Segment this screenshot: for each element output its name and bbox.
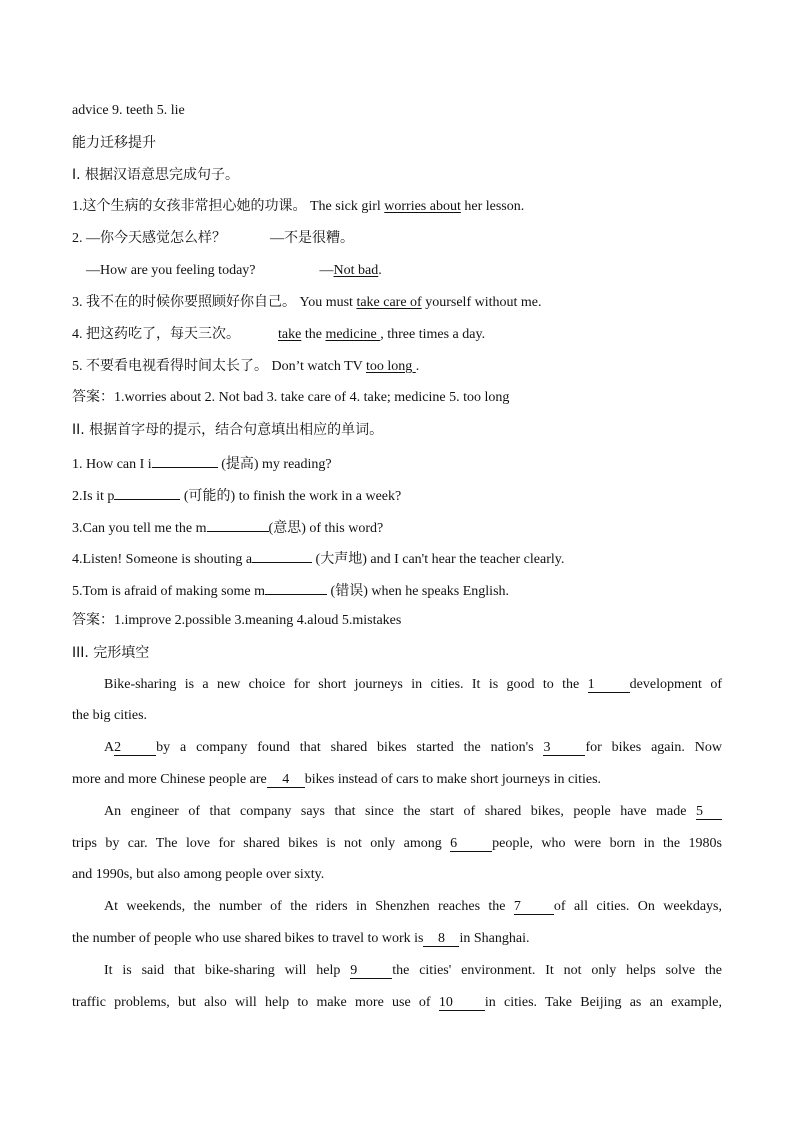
part1-q4 <box>72 326 722 344</box>
p2-q1-a: 1. How can I i <box>72 457 152 472</box>
q5-suffix: . <box>415 359 420 374</box>
p3-text-a: An engineer of that company says that since the start of shared bikes, people have made <box>104 804 696 819</box>
part2-q3 <box>72 517 722 538</box>
p2-q2-b: (可能的) to finish the work in a week? <box>180 489 402 504</box>
part1-q2-en <box>86 262 722 280</box>
part1-q5 <box>72 358 722 376</box>
cloze-blank-2[interactable]: 2 <box>114 741 156 756</box>
q4-answer-1: take <box>278 327 302 342</box>
p2-text-b: by a company found that shared bikes started the nation's <box>156 740 544 755</box>
blank-3[interactable] <box>207 517 269 532</box>
part1-heading: I. 根据汉语意思完成句子。 <box>72 167 240 183</box>
p2-q4-a: 4.Listen! Someone is shouting a <box>72 552 253 567</box>
cloze-blank-10[interactable]: 10 <box>439 996 485 1011</box>
q5-answer: too long <box>366 359 416 374</box>
q4-suffix: , three times a day. <box>380 327 486 342</box>
cloze-p5-line1 <box>104 962 722 980</box>
q2-suffix: . <box>378 263 382 278</box>
blank-1[interactable] <box>152 453 218 468</box>
cloze-blank-3[interactable]: 3 <box>543 741 585 756</box>
section-title: 能力迁移提升 <box>72 135 156 151</box>
cloze-blank-8[interactable]: 8 <box>423 932 459 947</box>
p5-line2-a: traffic problems, but also will help to make more use of <box>72 995 439 1010</box>
q2-en-a: —How are you feeling today? <box>86 263 256 278</box>
p3-line2-a: trips by car. The love for shared bikes is not only among <box>72 836 451 851</box>
p2-line2-a: more and more Chinese people are <box>72 772 267 787</box>
cloze-p2-line1 <box>104 739 722 757</box>
cloze-p2-line2 <box>72 771 722 789</box>
part3-heading: III. 完形填空 <box>72 645 150 661</box>
p1-text-b: development of <box>629 677 722 692</box>
cloze-blank-6[interactable]: 6 <box>450 837 492 852</box>
cloze-p1-line2: the big cities. <box>72 708 148 723</box>
q4-answer-2: medicine <box>325 327 381 342</box>
cloze-p4-line2 <box>72 930 722 948</box>
part2-q5 <box>72 580 722 601</box>
blank-2[interactable] <box>114 485 180 500</box>
q3-answer: take care of <box>356 295 422 310</box>
q3-text: 3. 我不在的时候你要照顾好你自己。 You must <box>72 295 357 310</box>
q5-text: 5. 不要看电视看得时间太长了。 Don’t watch TV <box>72 359 366 374</box>
part2-q4 <box>72 548 722 569</box>
cloze-blank-7[interactable]: 7 <box>514 900 554 915</box>
part2-q2 <box>72 485 722 506</box>
cloze-p4-line1 <box>104 898 722 916</box>
cloze-blank-4[interactable]: 4 <box>267 773 305 788</box>
cloze-p5-line2 <box>72 994 722 1012</box>
blank-4[interactable] <box>252 548 312 563</box>
q2-cn-a: 2. —你今天感觉怎么样？ <box>72 231 226 246</box>
q3-suffix: yourself without me. <box>421 295 542 310</box>
cloze-p1-line1 <box>104 676 722 694</box>
cloze-p3-line3: and 1990s, but also among people over sixty. <box>72 867 325 882</box>
part1-answers: 答案：1.worries about 2. Not bad 3. take care of 4. take; medicine 5. too long <box>72 390 510 405</box>
q1-answer: worries about <box>384 199 461 214</box>
q2-answer: Not bad <box>333 263 379 278</box>
q1-suffix: her lesson. <box>460 199 525 214</box>
p2-line2-b: bikes instead of cars to make short journeys in cities. <box>304 772 602 787</box>
p1-text-a: Bike-sharing is a new choice for short journeys in cities. It is good to the <box>104 677 588 692</box>
cloze-p3-line2 <box>72 835 722 853</box>
q4-mid: the <box>301 327 326 342</box>
p2-q1-b: (提高) my reading? <box>217 457 332 472</box>
p4-text-b: of all cities. On weekdays, <box>553 899 722 914</box>
part1-q2-cn <box>72 230 722 248</box>
q2-cn-b: —不是很糟。 <box>270 231 354 246</box>
p5-text-a: It is said that bike-sharing will help <box>104 963 351 978</box>
p3-line2-b: people, who were born in the 1980s <box>492 836 722 851</box>
p2-text-c: for bikes again. Now <box>585 740 722 755</box>
p2-q5-a: 5.Tom is afraid of making some m <box>72 584 266 599</box>
p2-q2-a: 2.Is it p <box>72 489 115 504</box>
p5-text-b: the cities' environment. It not only helps solve the <box>392 963 723 978</box>
part2-heading: II. 根据首字母的提示，结合句意填出相应的单词。 <box>72 422 384 438</box>
p2-q3-b: (意思) of this word? <box>268 521 384 536</box>
p4-text-a: At weekends, the number of the riders in Shenzhen reaches the <box>104 899 514 914</box>
part1-q1 <box>72 198 722 216</box>
cloze-blank-5[interactable]: 5 <box>696 805 722 820</box>
p2-text-a: A <box>104 740 115 755</box>
p4-line2-a: the number of people who use shared bikes to travel to work is <box>72 931 424 946</box>
p2-q5-b: (错误) when he speaks English. <box>327 584 510 599</box>
cloze-blank-1[interactable]: 1 <box>588 678 630 693</box>
part2-answers: 答案：1.improve 2.possible 3.meaning 4.aloud 5.mistakes <box>72 613 402 628</box>
top-answers: advice 9. teeth 5. lie <box>72 103 185 118</box>
p5-line2-b: in cities. Take Beijing as an example, <box>484 995 723 1010</box>
q1-text: 1.这个生病的女孩非常担心她的功课。 The sick girl <box>72 199 385 214</box>
blank-5[interactable] <box>265 580 327 595</box>
p4-line2-b: in Shanghai. <box>459 931 530 946</box>
q4-text: 4. 把这药吃了，每天三次。 <box>72 327 240 342</box>
part2-q1 <box>72 453 722 474</box>
cloze-blank-9[interactable]: 9 <box>350 964 392 979</box>
part1-q3 <box>72 294 722 312</box>
cloze-p3-line1 <box>104 803 722 821</box>
p2-q3-a: 3.Can you tell me the m <box>72 521 207 536</box>
p2-q4-b: (大声地) and I can't hear the teacher clearly. <box>312 552 565 567</box>
q2-en-b-prefix: — <box>319 263 334 278</box>
